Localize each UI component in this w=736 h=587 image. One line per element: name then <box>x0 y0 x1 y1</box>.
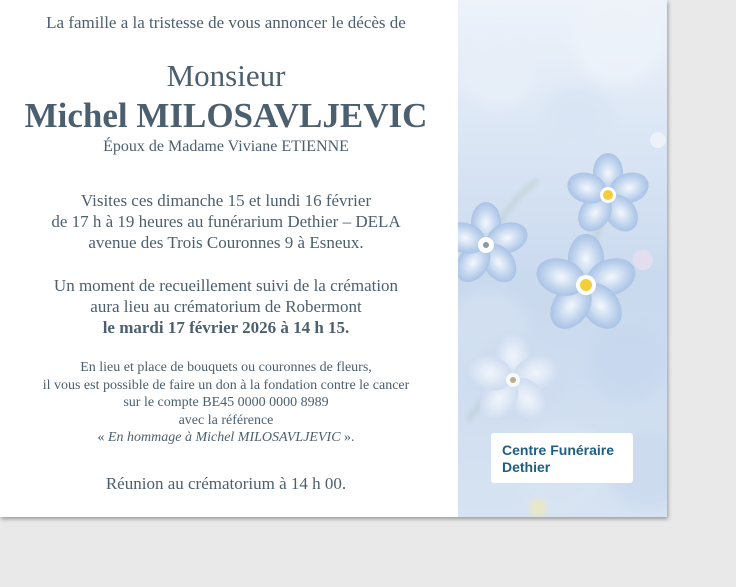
donation-line-4: avec la référence <box>178 412 274 428</box>
ceremony-line-1: Un moment de recueillement suivi de la crémation <box>53 276 399 295</box>
meeting-line: Réunion au crématorium à 14 h 00. <box>105 474 347 493</box>
ceremony-date: le mardi 17 février 2026 à 14 h 15. <box>102 318 350 337</box>
donation-line-2: il vous est possible de faire un don à la fondation contre le cancer <box>42 377 410 393</box>
logo-line-2: Dethier <box>502 459 551 475</box>
ceremony-block <box>0 275 452 338</box>
quote-open: « <box>97 430 108 445</box>
donation-account: sur le compte BE45 0000 0000 8989 <box>123 395 329 410</box>
visits-block <box>0 190 452 253</box>
donation-line-1: En lieu et place de bouquets ou couronnes de fleurs, <box>80 360 372 375</box>
reference-text: En hommage à Michel MILOSAVLJEVIC <box>107 430 341 445</box>
visits-line-2: de 17 h à 19 heures au funérarium Dethier – DELA <box>51 212 401 231</box>
funeral-home-logo <box>491 433 633 483</box>
visits-line-1: Visites ces dimanche 15 et lundi 16 février <box>80 191 372 210</box>
deceased-name: Michel MILOSAVLJEVIC <box>24 96 428 135</box>
flower-top-right <box>563 153 652 238</box>
donation-block <box>0 359 452 447</box>
honorific-title: Monsieur <box>166 58 286 93</box>
quote-close: ». <box>340 430 355 445</box>
visits-line-3: avenue des Trois Couronnes 9 à Esneux. <box>88 233 364 252</box>
logo-line-1: Centre Funéraire <box>502 442 615 458</box>
flower-left <box>458 202 532 289</box>
intro-text: La famille a la tristesse de vous annoncer le décès de <box>46 13 406 32</box>
ceremony-line-2: aura lieu au crématorium de Robermont <box>90 297 362 316</box>
spouse-line: Époux de Madame Viviane ETIENNE <box>103 138 349 155</box>
donation-reference <box>0 429 452 447</box>
